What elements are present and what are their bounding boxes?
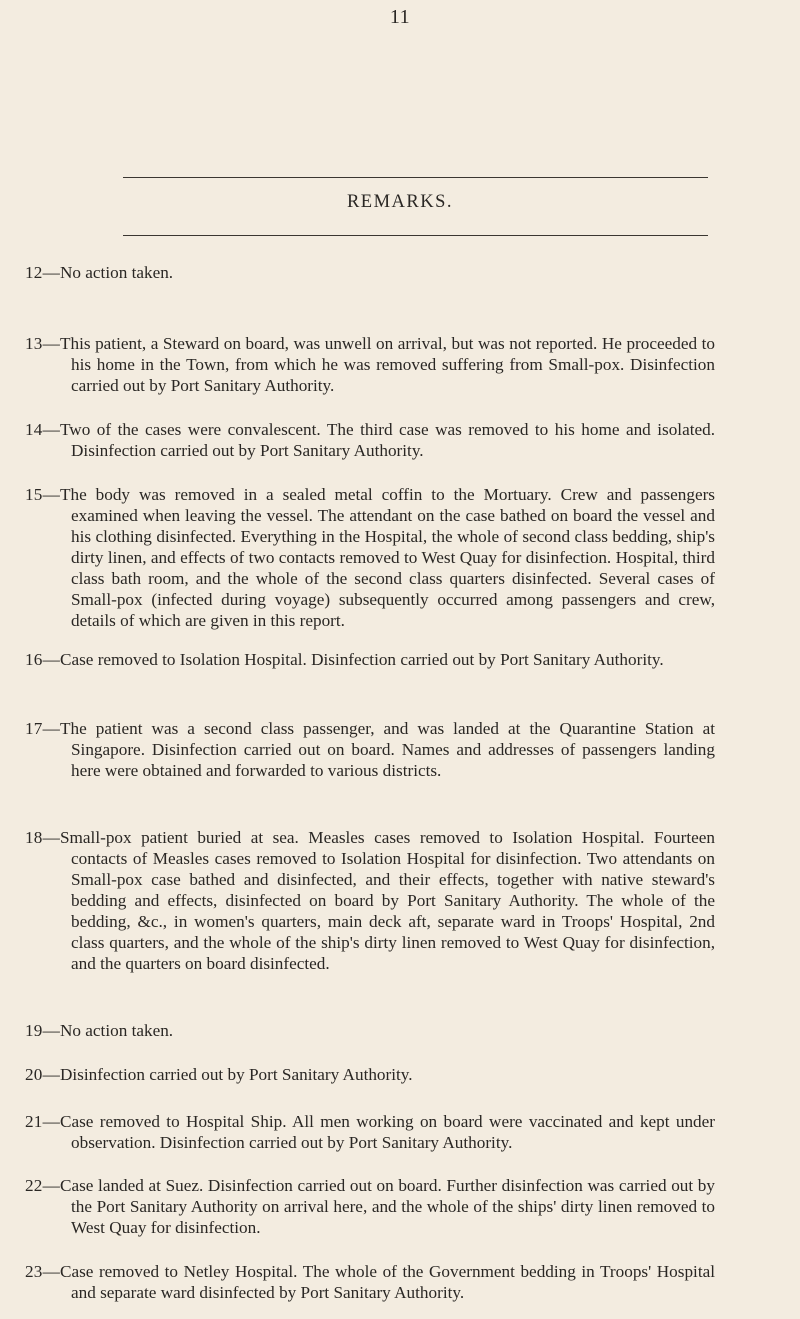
- remark-text: Case landed at Suez. Disinfection carried out on board. Further disinfection was carried out by the Port Sanitary Authority on arrival here, and the whole of the ships' dirty linen removed to West Quay for disinfection.: [59, 1176, 715, 1237]
- remark-text: Two of the cases were convalescent. The third case was removed to his home and isolated. Disinfection carried out by Port Sanitary Authority.: [59, 420, 715, 460]
- remark-18: [25, 827, 715, 974]
- remark-text: This patient, a Steward on board, was unwell on arrival, but was not reported. He proceeded to his home in the Town, from which he was removed suffering from Small-pox. Disinfection carried out by Port Sanitary Authority.: [59, 334, 715, 395]
- remark-number: 17—: [25, 719, 60, 738]
- remark-number: 23—: [25, 1262, 60, 1281]
- remark-number: 15—: [25, 485, 60, 504]
- remark-text: Small-pox patient buried at sea. Measles cases removed to Isolation Hospital. Fourteen contacts of Measles cases removed to Isolation Hospital for disinfection. Two attendants on Small-pox case bathed and disinfected, and their effects, together with native steward's bedding and effects, disinfected on board by Port Sanitary Authority. The whole of the bedding, &c., in women's quarters, main deck aft, separate ward in Troops' Hospital, 2nd class quarters, and the whole of the ship's dirty linen removed to West Quay for disinfection, and the quarters on board disinfected.: [59, 828, 715, 973]
- remark-number: 12—: [25, 263, 60, 282]
- remark-text: Disinfection carried out by Port Sanitary Authority.: [59, 1065, 413, 1084]
- remark-16: [25, 649, 715, 670]
- remark-text: The body was removed in a sealed metal coffin to the Mortuary. Crew and passengers examined when leaving the vessel. The attendant on the case bathed on board the vessel and his clothing disinfected. Everything in the Hospital, the whole of second class bedding, ship's dirty linen, and effects of two contacts removed to West Quay for disinfection. Hospital, third class bath room, and the whole of the second class quarters disinfected. Several cases of Small-pox (infected during voyage) subsequently occurred among passengers and crew, details of which are given in this report.: [59, 485, 715, 630]
- page-number: 11: [389, 6, 411, 28]
- remark-number: 22—: [25, 1176, 60, 1195]
- remark-text: Case removed to Hospital Ship. All men working on board were vaccinated and kept under observation. Disinfection carried out by Port Sanitary Authority.: [59, 1112, 715, 1152]
- remark-number: 16—: [25, 650, 60, 669]
- remark-14: [25, 419, 715, 461]
- remark-15: [25, 484, 715, 631]
- remark-19: [25, 1020, 715, 1041]
- remark-number: 20—: [25, 1065, 60, 1084]
- remark-22: [25, 1175, 715, 1238]
- remark-23: [25, 1261, 715, 1303]
- remark-text: Case removed to Isolation Hospital. Disinfection carried out by Port Sanitary Authority.: [59, 650, 664, 669]
- remark-text: Case removed to Netley Hospital. The whole of the Government bedding in Troops' Hospital and separate ward disinfected by Port Sanitary Authority.: [59, 1262, 715, 1302]
- remark-20: [25, 1064, 715, 1085]
- remarks-heading: REMARKS.: [346, 192, 454, 212]
- remark-text: No action taken.: [59, 263, 174, 282]
- remark-number: 14—: [25, 420, 60, 439]
- remark-text: The patient was a second class passenger, and was landed at the Quarantine Station at Singapore. Disinfection carried out on board. Names and addresses of passengers landing here were obtained and forwarded to various districts.: [59, 719, 715, 780]
- heading-rule-top: [123, 177, 708, 178]
- remark-number: 18—: [25, 828, 60, 847]
- remark-13: [25, 333, 715, 396]
- remark-text: No action taken.: [59, 1021, 174, 1040]
- remark-12: [25, 262, 715, 283]
- remark-number: 19—: [25, 1021, 60, 1040]
- remark-number: 21—: [25, 1112, 60, 1131]
- remark-17: [25, 718, 715, 781]
- remark-21: [25, 1111, 715, 1153]
- remark-number: 13—: [25, 334, 60, 353]
- heading-rule-bottom: [123, 235, 708, 236]
